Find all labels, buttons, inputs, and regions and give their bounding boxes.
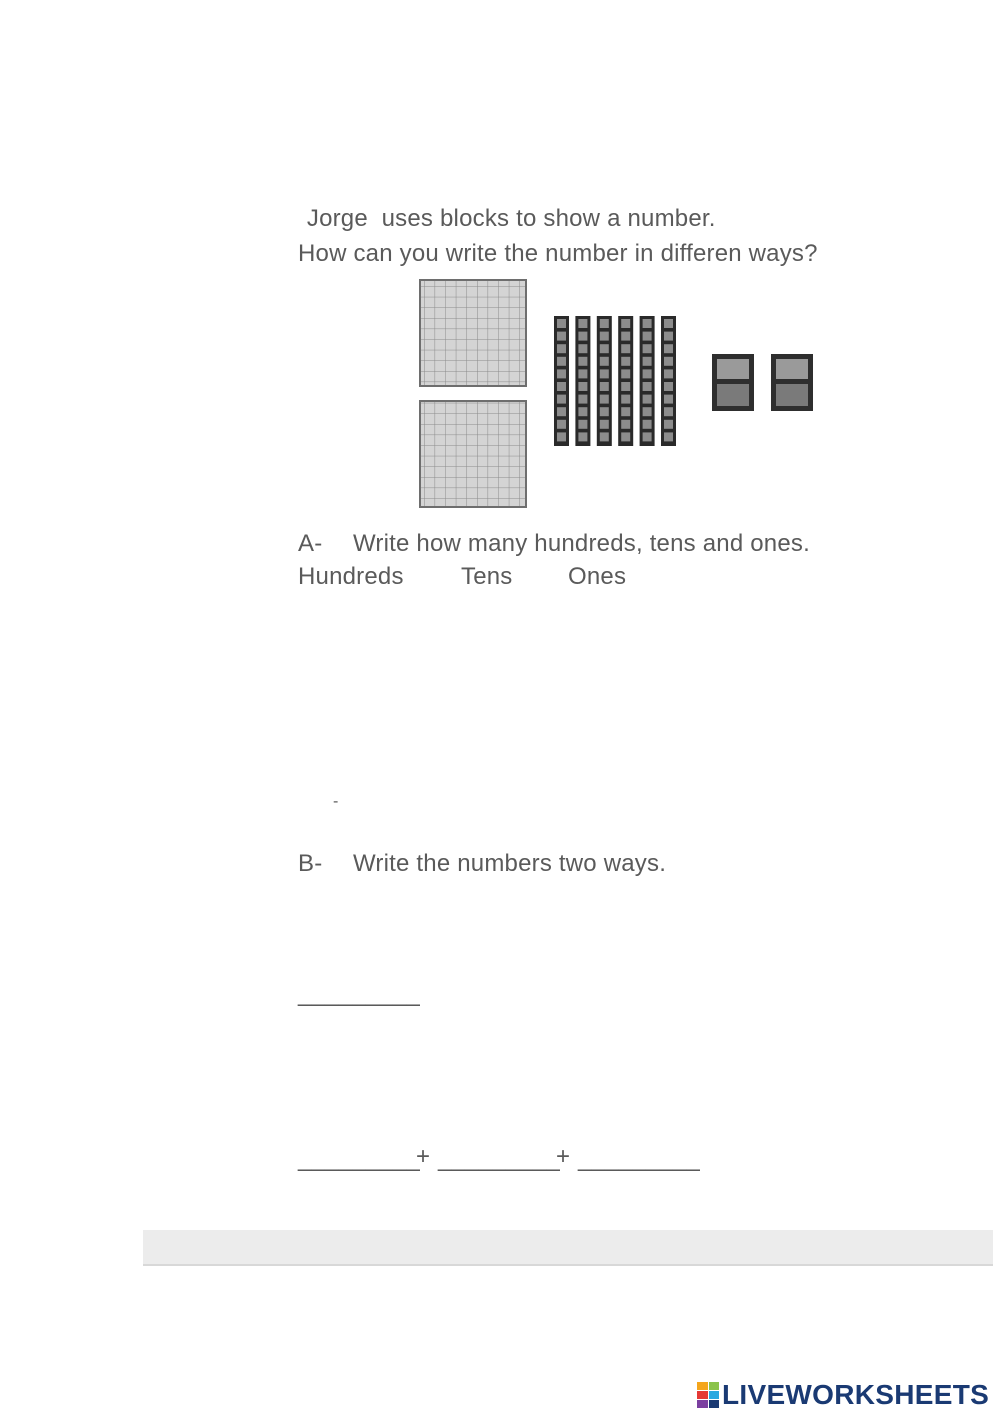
hundred-flat-2 bbox=[420, 401, 526, 507]
ten-rod-6 bbox=[661, 316, 676, 446]
part-b-label: B- bbox=[298, 850, 323, 877]
ten-rod-3 bbox=[597, 316, 612, 446]
ten-rod-2 bbox=[575, 316, 590, 446]
column-header-hundreds: Hundreds bbox=[298, 563, 404, 590]
intro-line-2: How can you write the number in differen ways? bbox=[298, 240, 818, 267]
expanded-form-blank-1[interactable]: _________ bbox=[298, 1145, 420, 1172]
one-cube-2 bbox=[771, 354, 813, 411]
stray-mark: - bbox=[333, 793, 339, 810]
ten-rod-1 bbox=[554, 316, 569, 446]
liveworksheets-logo-icon bbox=[697, 1382, 719, 1408]
tens-rods bbox=[554, 316, 676, 446]
part-a-label: A- bbox=[298, 530, 323, 557]
liveworksheets-logo-text: LIVEWORKSHEETS bbox=[722, 1379, 990, 1410]
expanded-form-blank-2[interactable]: _________ bbox=[438, 1145, 560, 1172]
column-header-tens: Tens bbox=[461, 563, 513, 590]
part-a-instruction: Write how many hundreds, tens and ones. bbox=[353, 530, 810, 557]
hundreds-flats bbox=[420, 280, 526, 507]
one-cube-1 bbox=[712, 354, 754, 411]
plus-sign-2: + bbox=[556, 1143, 571, 1170]
ones-cubes bbox=[712, 354, 813, 411]
base-ten-blocks-illustration bbox=[0, 0, 1000, 520]
hundred-flat-1 bbox=[420, 280, 526, 386]
plus-sign-1: + bbox=[416, 1143, 431, 1170]
part-b-instruction: Write the numbers two ways. bbox=[353, 850, 667, 877]
ten-rod-5 bbox=[640, 316, 655, 446]
intro-line-1: Jorge uses blocks to show a number. bbox=[300, 205, 716, 232]
liveworksheets-logo bbox=[697, 1378, 989, 1412]
ten-rod-4 bbox=[618, 316, 633, 446]
page-bottom-bar bbox=[143, 1230, 993, 1266]
expanded-form-blank-3[interactable]: _________ bbox=[578, 1145, 700, 1172]
column-header-ones: Ones bbox=[568, 563, 627, 590]
standard-form-blank[interactable]: _________ bbox=[298, 980, 420, 1007]
